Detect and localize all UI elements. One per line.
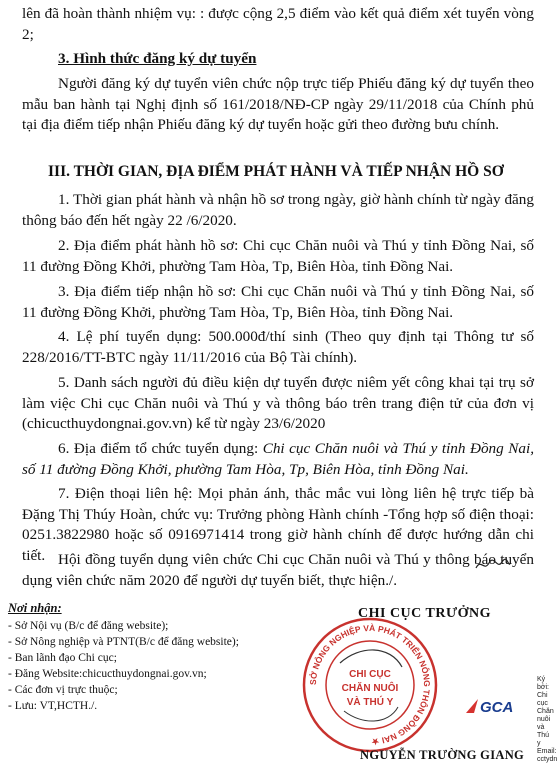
side-note-line: Thú: [537, 732, 550, 739]
recipients-title: Nơi nhận:: [8, 601, 62, 615]
recipient-item: - Lưu: VT,HCTH./.: [8, 700, 98, 712]
signer-name: NGUYỄN TRƯỜNG GIANG: [360, 748, 525, 762]
side-note-line: cctydn: [537, 756, 558, 763]
side-note-line: Chăn: [537, 708, 554, 715]
item-7: 7. Điện thoại liên hệ: Mọi phản ánh, thắc mắc vui lòng liên hệ trực tiếp bà Đặng Thị Thúy Hoàn, chức vụ: Trưởng phòng Hành chính -Tổng hợp số điện thoại: 0251.3822980 hoặc số 0916971414 trong giờ hành chính để được hướng dẫn chi tiết.: [22, 485, 534, 564]
recipient-item: - Đăng Website:chicucthuydongnai.gov.vn;: [8, 668, 207, 680]
side-note-line: Email:: [537, 748, 557, 755]
item-1: 1. Thời gian phát hành và nhận hồ sơ trong ngày, giờ hành chính từ ngày đăng thông báo đến hết ngày 22 /6/2020.: [22, 191, 534, 229]
closing-paragraph: Hội đồng tuyển dụng viên chức Chi cục Chăn nuôi và Thú y thông báo tuyển dụng viên chức năm 2020 để người dự tuyển biết, thực hiện./.: [22, 551, 534, 589]
svg-text:CHĂN NUÔI: CHĂN NUÔI: [341, 683, 399, 694]
recipient-item: - Sở Nông nghiệp và PTNT(B/c để đăng website);: [8, 636, 239, 648]
side-note-line: và: [537, 724, 545, 731]
recipient-item: - Sở Nội vụ (B/c để đăng website);: [8, 620, 169, 632]
main-heading: III. THỜI GIAN, ĐỊA ĐIỂM PHÁT HÀNH VÀ TIẾP NHẬN HỒ SƠ: [48, 163, 504, 180]
recipient-item: - Ban lãnh đạo Chi cục;: [8, 652, 117, 664]
side-note-line: Chi: [537, 692, 548, 699]
item-6: [22, 439, 534, 480]
section3-body: Người đăng ký dự tuyển viên chức nộp trực tiếp Phiếu đăng ký dự tuyển theo mẫu ban hành tại Nghị định số 161/2018/NĐ-CP ngày 29/11/2018 của Chính phủ tại địa điểm tiếp nhận Phiếu đăng ký dự tuyển hoặc gửi theo đường bưu chính.: [22, 75, 534, 133]
item-5: 5. Danh sách người đủ điều kiện dự tuyển được niêm yết công khai tại trụ sở làm việc Chi cục Chăn nuôi và Thú y và thông báo trên trang điện tử của đơn vị (chicucthuydongnai.gov.vn) kể từ ngày 23/6/2020: [22, 374, 534, 432]
item-3: 3. Địa điểm tiếp nhận hồ sơ: Chi cục Chăn nuôi và Thú y tỉnh Đồng Nai, số 11 đường Đồng Khởi, phường Tam Hòa, Tp, Biên Hòa, tỉnh Đồng Nai.: [22, 283, 534, 321]
side-note-line: nuôi: [537, 716, 551, 723]
recipients-block: [8, 600, 239, 714]
side-note-line: y: [537, 740, 541, 747]
item-4: 4. Lệ phí tuyển dụng: 500.000đ/thí sinh (Theo quy định tại Thông tư số 228/2016/TT-BTC ngày 11/11/2016 của Bộ Tài chính).: [22, 328, 534, 366]
initials-scribble: [472, 554, 512, 576]
official-seal: [300, 615, 440, 755]
intro-paragraph: lên đã hoàn thành nhiệm vụ: : được cộng 2,5 điểm vào kết quả điểm xét tuyển vòng 2;: [22, 5, 534, 43]
svg-text:VÀ THÚ Y: VÀ THÚ Y: [346, 697, 394, 708]
svg-text:SỞ NÔNG NGHIỆP VÀ PHÁT TRIỂN N: SỞ NÔNG NGHIỆP VÀ PHÁT TRIỂN NÔNG THÔN ĐỒNG NAI ★: [307, 622, 433, 748]
section3-heading: [58, 50, 256, 68]
item-2: 2. Địa điểm phát hành hồ sơ: Chi cục Chăn nuôi và Thú y tỉnh Đồng Nai, số 11 đường Đồng Khởi, phường Tam Hòa, Tp, Biên Hòa, tỉnh Đồng Nai.: [22, 237, 534, 275]
digital-signature-note: [537, 676, 559, 764]
svg-text:GCA: GCA: [480, 699, 514, 716]
item-6-prefix: 6. Địa điểm tổ chức tuyển dụng:: [58, 440, 263, 457]
svg-text:CHI CỤC: CHI CỤC: [349, 669, 391, 680]
section3-title: 3. Hình thức đăng ký dự tuyển: [58, 50, 257, 67]
side-note-line: Ký: [537, 676, 546, 683]
side-note-line: bởi:: [537, 684, 549, 691]
side-note-line: cục: [537, 700, 548, 707]
recipient-item: - Các đơn vị trực thuộc;: [8, 684, 118, 696]
item-6-location: Chi cục Chăn nuôi và Thú y tỉnh Đồng Nai, số 11 đường Đồng Khởi, phường Tam Hòa, Tp, Biên Hòa, tỉnh Đồng Nai.: [22, 440, 534, 478]
signature-title: CHI CỤC TRƯỞNG: [358, 606, 492, 621]
gca-logo: [464, 695, 526, 717]
